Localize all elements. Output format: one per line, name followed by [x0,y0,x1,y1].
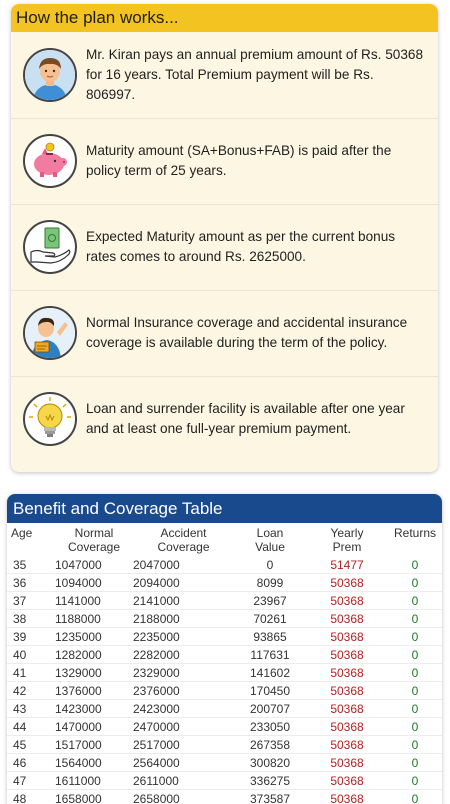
cell-yearly-prem: 50368 [306,664,388,682]
cell-normal-coverage: 1047000 [55,556,133,574]
plan-item-text: Expected Maturity amount as per the current bonus rates comes to around Rs. 2625000. [86,227,426,267]
cell-age: 45 [7,736,55,754]
cell-yearly-prem: 51477 [306,556,388,574]
cell-age: 44 [7,718,55,736]
cell-returns: 0 [388,628,442,646]
cell-accident-coverage: 2564000 [133,754,234,772]
column-header-normal-coverage: Normal Coverage [55,523,133,556]
cell-accident-coverage: 2282000 [133,646,234,664]
cell-loan-value: 0 [234,556,306,574]
plan-card [11,4,438,472]
insurance-person-icon [23,306,77,360]
cell-accident-coverage: 2611000 [133,772,234,790]
cell-accident-coverage: 2329000 [133,664,234,682]
cell-normal-coverage: 1658000 [55,790,133,804]
cell-age: 35 [7,556,55,574]
cell-loan-value: 300820 [234,754,306,772]
cell-yearly-prem: 50368 [306,736,388,754]
cell-normal-coverage: 1564000 [55,754,133,772]
cell-loan-value: 141602 [234,664,306,682]
cell-normal-coverage: 1470000 [55,718,133,736]
cell-accident-coverage: 2658000 [133,790,234,804]
cell-age: 47 [7,772,55,790]
cell-age: 37 [7,592,55,610]
cell-loan-value: 373587 [234,790,306,804]
cell-normal-coverage: 1282000 [55,646,133,664]
cell-normal-coverage: 1188000 [55,610,133,628]
cell-yearly-prem: 50368 [306,754,388,772]
cell-returns: 0 [388,556,442,574]
lightbulb-icon [23,392,77,446]
cell-accident-coverage: 2423000 [133,700,234,718]
plan-item [11,376,438,462]
coverage-card [7,494,442,804]
plan-item [11,290,438,377]
plan-item-text: Normal Insurance coverage and accidental insurance coverage is available during the term of the policy. [86,313,426,353]
cell-loan-value: 23967 [234,592,306,610]
cell-yearly-prem: 50368 [306,718,388,736]
cell-yearly-prem: 50368 [306,646,388,664]
plan-header: How the plan works... [11,4,438,32]
person-avatar-icon [23,48,77,102]
cell-returns: 0 [388,736,442,754]
cell-returns: 0 [388,610,442,628]
cell-yearly-prem: 50368 [306,790,388,804]
table-row [7,646,442,664]
cell-yearly-prem: 50368 [306,682,388,700]
cell-age: 39 [7,628,55,646]
coverage-table [7,523,442,804]
plan-item [11,204,438,291]
cell-yearly-prem: 50368 [306,610,388,628]
table-row [7,574,442,592]
table-header-row [7,523,442,556]
cell-accident-coverage: 2094000 [133,574,234,592]
cell-normal-coverage: 1094000 [55,574,133,592]
table-row [7,718,442,736]
piggy-bank-icon [23,134,77,188]
cell-normal-coverage: 1329000 [55,664,133,682]
table-row [7,736,442,754]
cell-normal-coverage: 1235000 [55,628,133,646]
cell-returns: 0 [388,664,442,682]
cell-age: 36 [7,574,55,592]
cell-returns: 0 [388,700,442,718]
plan-item-text: Mr. Kiran pays an annual premium amount of Rs. 50368 for 16 years. Total Premium payment will be Rs. 806997. [86,45,426,105]
cell-loan-value: 93865 [234,628,306,646]
cell-yearly-prem: 50368 [306,574,388,592]
cell-age: 41 [7,664,55,682]
plan-item [11,32,438,119]
cell-normal-coverage: 1376000 [55,682,133,700]
cell-yearly-prem: 50368 [306,592,388,610]
cell-loan-value: 170450 [234,682,306,700]
table-row [7,754,442,772]
cell-accident-coverage: 2047000 [133,556,234,574]
table-row [7,610,442,628]
cell-loan-value: 200707 [234,700,306,718]
cell-returns: 0 [388,592,442,610]
cell-age: 46 [7,754,55,772]
cell-age: 38 [7,610,55,628]
cell-loan-value: 233050 [234,718,306,736]
cell-yearly-prem: 50368 [306,772,388,790]
cell-returns: 0 [388,718,442,736]
table-row [7,790,442,804]
table-row [7,628,442,646]
cell-accident-coverage: 2141000 [133,592,234,610]
table-row [7,556,442,574]
column-header-returns: Returns [388,523,442,556]
cell-age: 43 [7,700,55,718]
table-row [7,592,442,610]
column-header-yearly-prem: Yearly Prem [306,523,388,556]
plan-item-text: Maturity amount (SA+Bonus+FAB) is paid after the policy term of 25 years. [86,141,426,181]
table-row [7,664,442,682]
cell-accident-coverage: 2188000 [133,610,234,628]
column-header-accident-coverage: Accident Coverage [133,523,234,556]
cell-loan-value: 117631 [234,646,306,664]
cell-normal-coverage: 1611000 [55,772,133,790]
cell-yearly-prem: 50368 [306,628,388,646]
coverage-header: Benefit and Coverage Table [7,494,442,523]
cell-returns: 0 [388,682,442,700]
hand-money-icon [23,220,77,274]
plan-item-text: Loan and surrender facility is available after one year and at least one full-year premium payment. [86,399,426,439]
cell-age: 40 [7,646,55,664]
cell-accident-coverage: 2235000 [133,628,234,646]
cell-age: 42 [7,682,55,700]
cell-accident-coverage: 2517000 [133,736,234,754]
table-row [7,772,442,790]
cell-loan-value: 336275 [234,772,306,790]
cell-returns: 0 [388,646,442,664]
column-header-age: Age [7,523,55,556]
plan-item [11,118,438,205]
cell-accident-coverage: 2376000 [133,682,234,700]
cell-age: 48 [7,790,55,804]
cell-loan-value: 70261 [234,610,306,628]
cell-normal-coverage: 1141000 [55,592,133,610]
cell-returns: 0 [388,574,442,592]
cell-accident-coverage: 2470000 [133,718,234,736]
cell-normal-coverage: 1423000 [55,700,133,718]
cell-returns: 0 [388,754,442,772]
table-row [7,700,442,718]
cell-yearly-prem: 50368 [306,700,388,718]
table-row [7,682,442,700]
cell-loan-value: 8099 [234,574,306,592]
cell-loan-value: 267358 [234,736,306,754]
column-header-loan-value: Loan Value [234,523,306,556]
cell-returns: 0 [388,772,442,790]
cell-returns: 0 [388,790,442,804]
cell-normal-coverage: 1517000 [55,736,133,754]
